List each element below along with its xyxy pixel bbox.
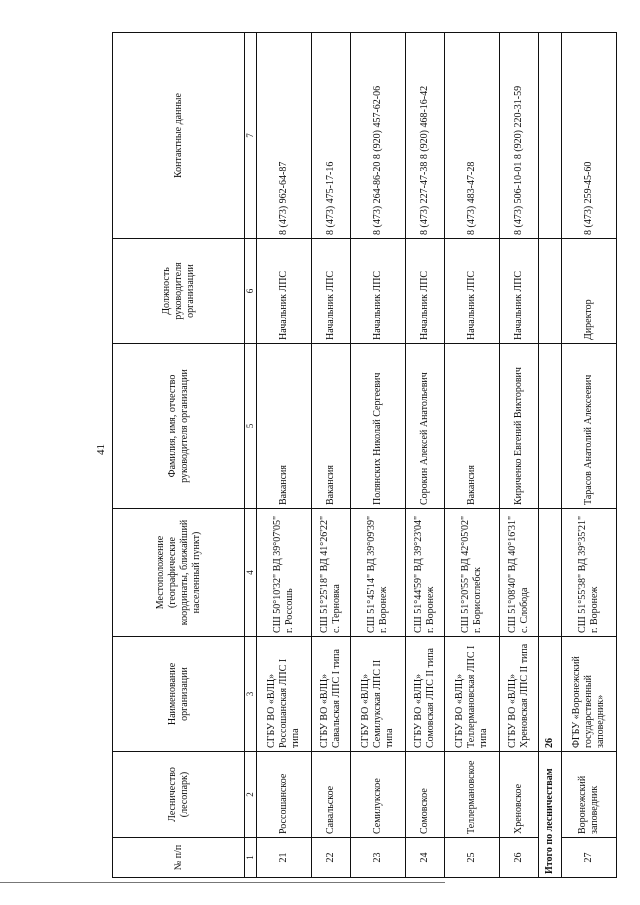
location-cell: СШ 51°20'55" ВД 42°05'02" г. Борисоглебск xyxy=(444,509,499,637)
head-name-cell: Полянских Николай Сергеевич xyxy=(350,344,405,509)
head-name-cell: Вакансия xyxy=(256,344,311,509)
location-cell: СШ 51°55'38" ВД 39°35'21" г. Воронеж xyxy=(561,509,616,637)
position-cell: Начальник ЛПС xyxy=(350,239,405,344)
page-number: 41 xyxy=(95,444,107,455)
column-number: 2 xyxy=(245,752,257,838)
row-number: 23 xyxy=(350,838,405,878)
forestry-cell: Хреновское xyxy=(500,752,539,838)
footer-rule xyxy=(0,882,445,883)
row-number: 25 xyxy=(444,838,499,878)
empty-cell xyxy=(538,509,561,637)
contact-cell: 8 (473) 259-45-60 xyxy=(561,33,616,239)
organization-cell: СГБУ ВО «ВЛЦ» Теллермановская ЛПС I типа xyxy=(444,637,499,752)
contact-cell: 8 (473) 483-47-28 xyxy=(444,33,499,239)
organization-cell: СГБУ ВО «ВЛЦ» Хреновская ЛПС II типа xyxy=(500,637,539,752)
location-cell: СШ 51°08'40" ВД 40°16'31" с. Слобода xyxy=(500,509,539,637)
column-number: 7 xyxy=(245,33,257,239)
table-row xyxy=(500,33,539,878)
row-number: 27 xyxy=(561,838,616,878)
header-cell-position: Должность руководителя организации xyxy=(113,239,245,344)
head-name-cell: Тарасов Анатолий Алексеевич xyxy=(561,344,616,509)
position-cell: Начальник ЛПС xyxy=(311,239,350,344)
organization-cell: СГБУ ВО «ВЛЦ» Сомовская ЛПС II типа xyxy=(405,637,444,752)
header-cell-head-name: Фамилия, имя, отчество руководителя организации xyxy=(113,344,245,509)
row-number: 22 xyxy=(311,838,350,878)
head-name-cell: Вакансия xyxy=(444,344,499,509)
header-cell-forestry: Лесничество (лесопарк) xyxy=(113,752,245,838)
location-cell: СШ 51°25'18" ВД 41°26'22" с. Терновка xyxy=(311,509,350,637)
organization-cell: СГБУ ВО «ВЛЦ» Семилукская ЛПС II типа xyxy=(350,637,405,752)
position-cell: Директор xyxy=(561,239,616,344)
contact-cell: 8 (473) 506-10-01 8 (920) 220-31-59 xyxy=(500,33,539,239)
table-row xyxy=(561,33,616,878)
empty-cell xyxy=(538,344,561,509)
organization-cell: ФГБУ «Воронежский государственный заповедник» xyxy=(561,637,616,752)
table-row xyxy=(256,33,311,878)
row-number: 26 xyxy=(500,838,539,878)
column-number-row xyxy=(245,33,257,878)
header-cell-organization: Наименование организации xyxy=(113,637,245,752)
column-number: 5 xyxy=(245,344,257,509)
table-row xyxy=(311,33,350,878)
header-cell-location: Местоположение (географические координаты, ближайший населенный пункт) xyxy=(113,509,245,637)
table-row xyxy=(405,33,444,878)
row-number: 21 xyxy=(256,838,311,878)
location-cell: СШ 50°10'32" ВД 39°07'05" г. Россошь xyxy=(256,509,311,637)
header-cell-number: № п/п xyxy=(113,838,245,878)
head-name-cell: Кириченко Евгений Викторович xyxy=(500,344,539,509)
position-cell: Начальник ЛПС xyxy=(256,239,311,344)
column-number: 4 xyxy=(245,509,257,637)
forestry-cell: Россошанское xyxy=(256,752,311,838)
forestry-cell: Воронежский заповедник xyxy=(561,752,616,838)
head-name-cell: Сорокин Алексей Анатольевич xyxy=(405,344,444,509)
subtotal-row xyxy=(538,33,561,878)
head-name-cell: Вакансия xyxy=(311,344,350,509)
contact-cell: 8 (473) 475-17-16 xyxy=(311,33,350,239)
organization-cell: СГБУ ВО «ВЛЦ» Савальская ЛПС I типа xyxy=(311,637,350,752)
forestry-cell: Сомовское xyxy=(405,752,444,838)
forestry-cell: Семилукское xyxy=(350,752,405,838)
header-row xyxy=(113,33,245,878)
position-cell: Начальник ЛПС xyxy=(405,239,444,344)
location-cell: СШ 51°45'14" ВД 39°09'39" г. Воронеж xyxy=(350,509,405,637)
column-number: 3 xyxy=(245,637,257,752)
subtotal-value: 26 xyxy=(538,637,561,752)
contact-cell: 8 (473) 264-86-20 8 (920) 457-62-06 xyxy=(350,33,405,239)
forestry-cell: Теллермановское xyxy=(444,752,499,838)
table-row xyxy=(350,33,405,878)
position-cell: Начальник ЛПС xyxy=(500,239,539,344)
position-cell: Начальник ЛПС xyxy=(444,239,499,344)
forestry-cell: Савальское xyxy=(311,752,350,838)
empty-cell xyxy=(538,239,561,344)
organization-cell: СГБУ ВО «ВЛЦ» Россошанская ЛПС I типа xyxy=(256,637,311,752)
contact-cell: 8 (473) 227-47-38 8 (920) 468-16-42 xyxy=(405,33,444,239)
table-row xyxy=(444,33,499,878)
subtotal-label: Итого по лесничествам xyxy=(538,752,561,878)
header-cell-contacts: Контактные данные xyxy=(113,33,245,239)
row-number: 24 xyxy=(405,838,444,878)
contact-cell: 8 (473) 962-64-87 xyxy=(256,33,311,239)
location-cell: СШ 51°44'59" ВД 39°23'04" г. Воронеж xyxy=(405,509,444,637)
column-number: 1 xyxy=(245,838,257,878)
empty-cell xyxy=(538,33,561,239)
column-number: 6 xyxy=(245,239,257,344)
organizations-table xyxy=(112,32,617,878)
rotated-table-wrapper xyxy=(112,33,617,878)
